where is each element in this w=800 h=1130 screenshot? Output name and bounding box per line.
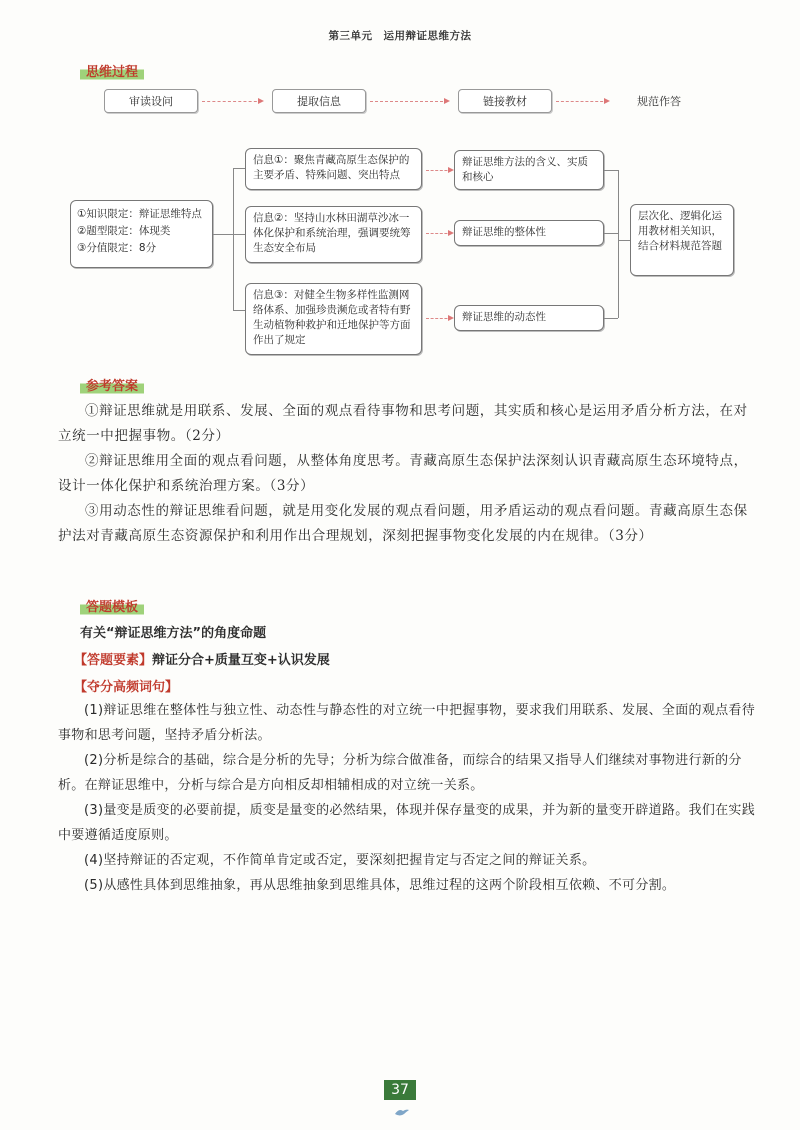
connector <box>618 240 630 241</box>
arrow-icon <box>426 170 452 171</box>
answer-paragraph: ①辩证思维就是用联系、发展、全面的观点看待事物和思考问题，其实质和核心是运用矛盾分析方法，在对立统一中把握事物。（2分） <box>58 403 748 444</box>
answer-elements-line <box>74 649 330 668</box>
flow-step-1: 审读设问 <box>104 89 198 113</box>
keyword-paragraph: (1)辩证思维在整体性与独立性、动态性与静态性的对立统一中把握事物，要求我们用联系、发展、全面的观点看待事物和思考问题，坚持矛盾分析法。 <box>58 703 756 743</box>
constraint-type: ②题型限定：体现类 <box>77 225 171 237</box>
connector <box>233 310 245 311</box>
concept-box-2: 辩证思维的整体性 <box>454 220 604 246</box>
keyword-paragraph: (3)量变是质变的必要前提，质变是量变的必然结果，体现并保存量变的成果，并为新的量变开辟道路。我们在实践中要遵循适度原则。 <box>58 803 756 843</box>
connector <box>604 233 618 234</box>
answer-template-label: 答题模板 <box>80 595 144 616</box>
keywords-body <box>58 698 756 898</box>
flow-step-3: 链接教材 <box>458 89 552 113</box>
question-constraints-box <box>70 200 213 268</box>
keyword-paragraph: (5)从感性具体到思维抽象，再从思维抽象到思维具体，思维过程的这两个阶段相互依赖、不可分割。 <box>84 878 676 893</box>
running-header: 第三单元 运用辩证思维方法 <box>328 30 472 42</box>
thinking-process-label: 思维过程 <box>80 60 144 81</box>
info-box-1: 信息①：聚焦青藏高原生态保护的主要矛盾、特殊问题、突出特点 <box>245 148 422 190</box>
keywords-tag: 【夺分高频词句】 <box>74 680 179 695</box>
constraint-score: ③分值限定：8分 <box>77 242 157 254</box>
connector <box>213 234 233 235</box>
connector <box>233 168 234 310</box>
flow-arrow-icon <box>202 101 262 102</box>
flow-step-4: 规范作答 <box>637 95 681 108</box>
connector <box>233 168 245 169</box>
constraint-knowledge: ①知识限定：辩证思维特点 <box>77 208 202 220</box>
arrow-icon <box>426 233 452 234</box>
answer-elements-text: 辩证分合+质量互变+认识发展 <box>152 653 330 668</box>
flow-step-2: 提取信息 <box>272 89 366 113</box>
arrow-icon <box>426 318 452 319</box>
concept-box-3: 辩证思维的动态性 <box>454 305 604 331</box>
reference-answer-body <box>58 399 756 549</box>
reference-answer-label: 参考答案 <box>80 374 144 395</box>
concept-box-1: 辩证思维方法的含义、实质和核心 <box>454 150 604 190</box>
flow-arrow-icon <box>370 101 448 102</box>
flow-arrow-icon <box>556 101 608 102</box>
answer-elements-tag: 【答题要素】 <box>74 653 153 668</box>
template-title: 有关“辩证思维方法”的角度命题 <box>80 626 267 641</box>
connector <box>604 170 618 171</box>
answer-paragraph: ③用动态性的辩证思维看问题，就是用变化发展的观点看问题，用矛盾运动的观点看问题。青藏高原生态保护法对青藏高原生态资源保护和利用作出合理规划，深刻把握事物变化发展的内在规律。（3分） <box>58 503 748 544</box>
connector <box>233 234 245 235</box>
info-box-2: 信息②：坚持山水林田湖草沙冰一体化保护和系统治理，强调要统筹生态安全布局 <box>245 206 422 263</box>
keyword-paragraph: (2)分析是综合的基础，综合是分析的先导；分析为综合做准备，而综合的结果又指导人们继续对事物进行新的分析。在辩证思维中，分析与综合是方向相反却相辅相成的对立统一关系。 <box>58 753 742 793</box>
page-number: 37 <box>384 1080 416 1100</box>
result-box: 层次化、逻辑化运用教材相关知识，结合材料规范答题 <box>630 204 734 276</box>
bird-logo-icon <box>394 1103 410 1122</box>
connector <box>618 170 619 318</box>
connector <box>604 318 618 319</box>
answer-paragraph: ②辩证思维用全面的观点看问题，从整体角度思考。青藏高原生态保护法深刻认识青藏高原生态环境特点，设计一体化保护和系统治理方案。（3分） <box>58 453 748 494</box>
keyword-paragraph: (4)坚持辩证的否定观，不作简单肯定或否定，要深刻把握肯定与否定之间的辩证关系。 <box>84 853 596 868</box>
info-box-3: 信息③：对健全生物多样性监测网络体系、加强珍贵濒危或者特有野生动植物种救护和迁地保护等方面作出了规定 <box>245 283 422 355</box>
